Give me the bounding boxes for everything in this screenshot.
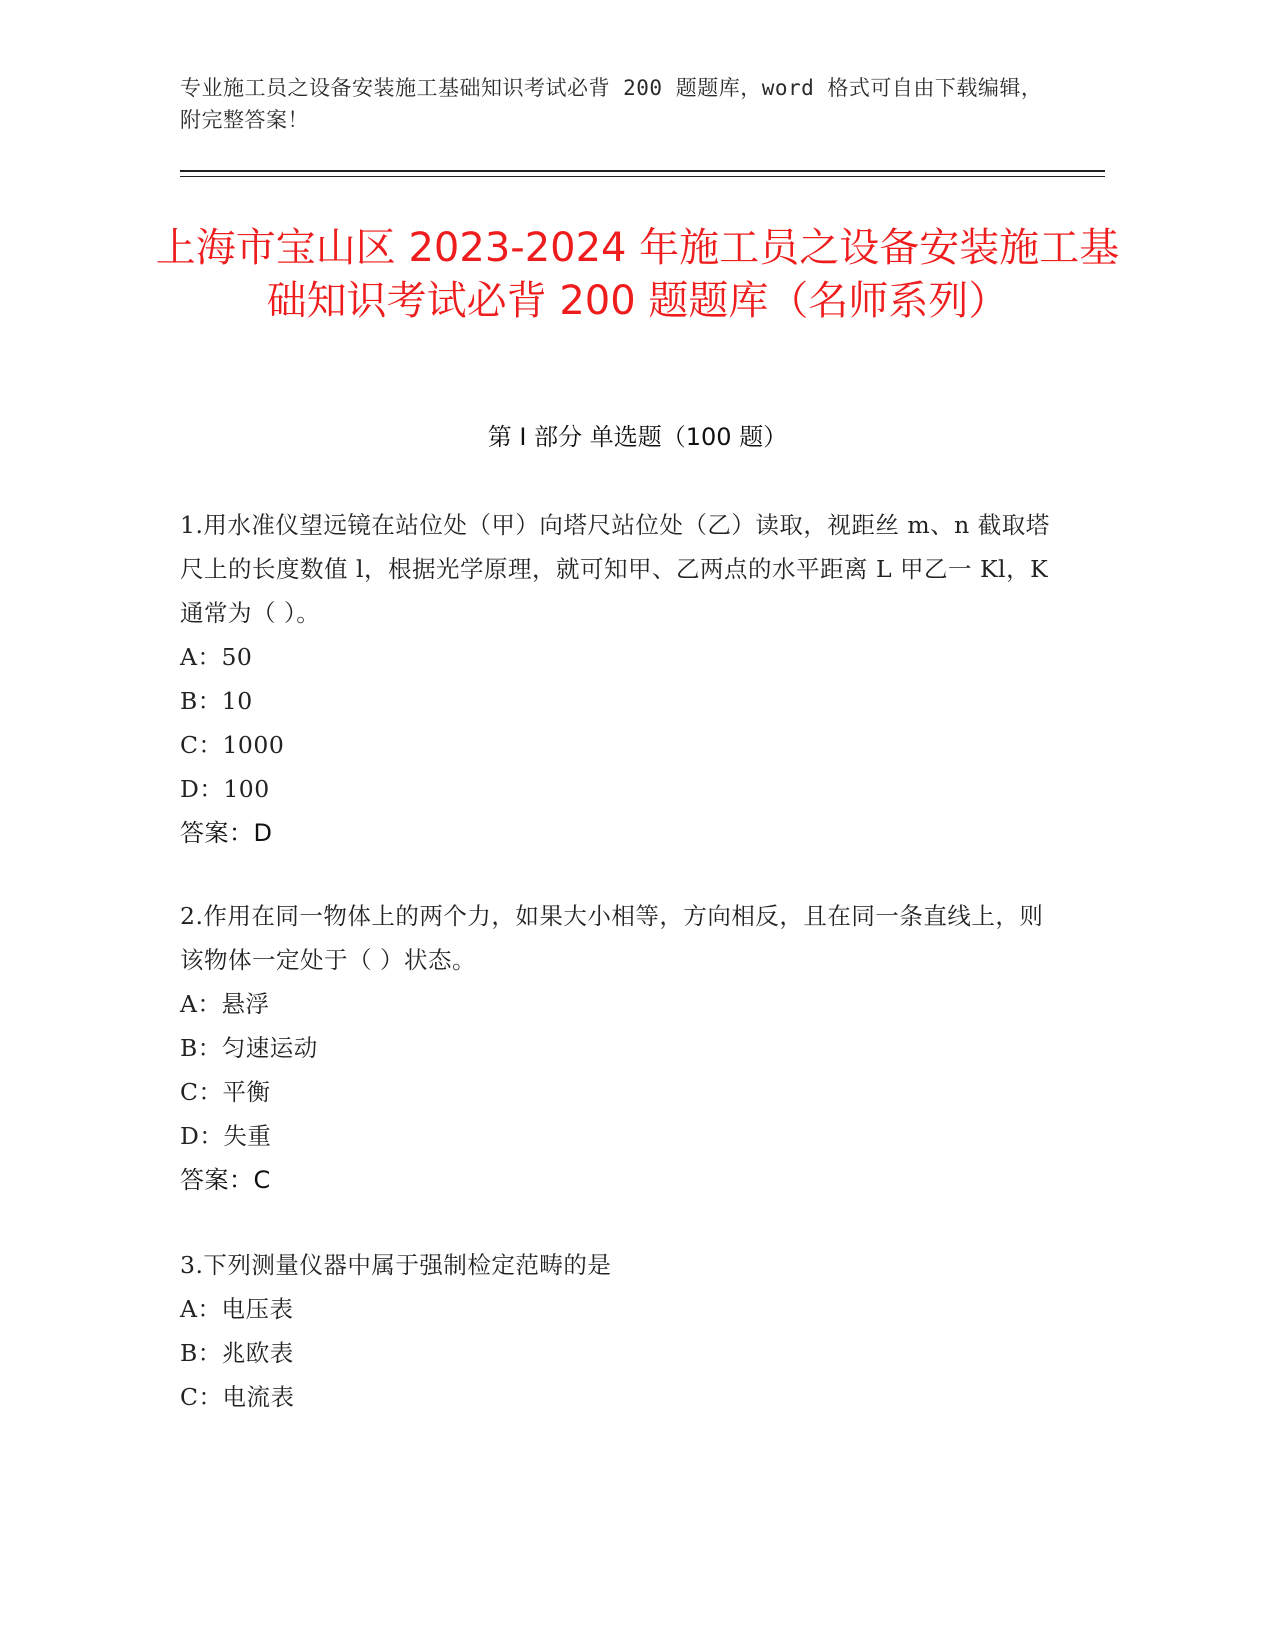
question-stem: 3.下列测量仪器中属于强制检定范畴的是	[180, 1251, 612, 1279]
answer-line: 答案：D	[180, 819, 273, 847]
question-stem: 2.作用在同一物体上的两个力，如果大小相等，方向相反，且在同一条直线上，则该物体一定处于（ ）状态。	[180, 902, 1044, 974]
question-2	[180, 894, 1050, 1202]
option-b: B：兆欧表	[180, 1339, 294, 1367]
option-c: C：1000	[180, 731, 285, 759]
option-c: C：平衡	[180, 1078, 271, 1106]
intro-text: 专业施工员之设备安装施工基础知识考试必背 200 题题库，word 格式可自由下载编辑，附完整答案！	[180, 76, 1043, 132]
option-b: B：10	[180, 687, 253, 715]
header-divider-thin	[180, 176, 1105, 177]
option-a: A：悬浮	[180, 990, 270, 1018]
option-a: A：50	[180, 643, 253, 671]
option-d: D：100	[180, 775, 270, 803]
option-b: B：匀速运动	[180, 1034, 318, 1062]
option-a: A：电压表	[180, 1295, 294, 1323]
section-title: 第 I 部分 单选题（100 题）	[487, 423, 788, 451]
document-title: 上海市宝山区 2023-2024 年施工员之设备安装施工基础知识考试必背 200 题题库（名师系列）	[155, 225, 1120, 324]
question-stem: 1.用水准仪望远镜在站位处（甲）向塔尺站位处（乙）读取，视距丝 m、n 截取塔尺上的长度数值 l，根据光学原理，就可知甲、乙两点的水平距离 L 甲乙一 Kl，K 通常为（ ）。	[180, 511, 1050, 627]
question-3	[180, 1243, 1050, 1419]
header-divider-thick	[180, 170, 1105, 172]
option-c: C：电流表	[180, 1383, 295, 1411]
question-1	[180, 503, 1050, 855]
answer-line: 答案：C	[180, 1166, 271, 1194]
option-d: D：失重	[180, 1122, 272, 1150]
